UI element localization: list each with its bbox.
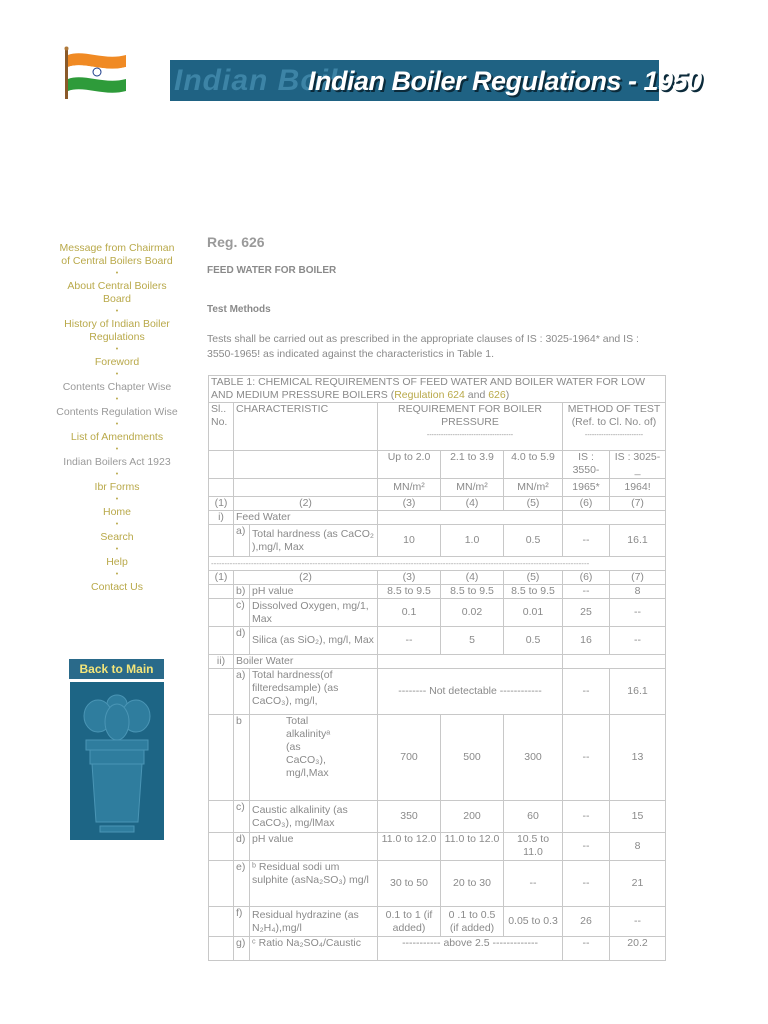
sidebar-item-home[interactable]: Home (102, 506, 131, 518)
method-year-1: 1965* (563, 479, 610, 497)
sidebar-item-search[interactable]: Search (100, 531, 134, 543)
sidebar-separator: • (115, 546, 119, 553)
column-number-row: (1) (2) (3) (4) (5) (6) (7) (209, 571, 666, 585)
table-row: d) Silica (as SiO₂), mg/l, Max -- 5 0.5 16 -- (209, 627, 666, 655)
sidebar-separator: • (115, 270, 119, 277)
sidebar-item-contact[interactable]: Contact Us (91, 581, 143, 593)
header-method: METHOD OF TEST (Ref. to Cl. No. of) ------------------------- (563, 403, 666, 451)
regulation-626-link[interactable]: 626 (488, 389, 506, 401)
sidebar-item-about[interactable]: About Central Boilers Board (67, 280, 167, 305)
header-sl-no: Sl.. No. (209, 403, 234, 451)
sidebar-item-history[interactable]: History of Indian Boiler Regulations (64, 318, 170, 343)
table-row: a) Total hardness (as CaCO₂ ),mg/l, Max 10 1.0 0.5 -- 16.1 (209, 525, 666, 557)
unit-cell: MN/m² (378, 479, 441, 497)
table-row: b Total alkalinityᵃ (as CaCO₃), mg/l,Max 700 500 300 -- 13 (209, 715, 666, 801)
national-emblem-icon (70, 682, 164, 840)
sidebar-separator: • (115, 446, 119, 453)
indian-flag-icon (64, 47, 128, 99)
table-separator: ---------------------------------------------------------------------------------------------------------------------------------------------- (209, 557, 666, 571)
table-row: a) Total hardness(of filteredsample) (as CaCO₃), mg/l, -------- Not detectable ------------ -- 16.1 (209, 669, 666, 715)
header-banner (170, 60, 702, 101)
sidebar-item-ibr-forms[interactable]: Ibr Forms (94, 481, 140, 493)
table-row: d) pH value 11.0 to 12.0 11.0 to 12.0 10.5 to 11.0 -- 8 (209, 833, 666, 861)
banner-ghost-text: Indian Boil (174, 64, 339, 97)
sidebar-separator: • (115, 346, 119, 353)
column-number-row: (1) (2) (3) (4) (5) (6) (7) (209, 497, 666, 511)
unit-cell: MN/m² (504, 479, 563, 497)
page-title: Reg. 626 (207, 234, 265, 250)
sidebar-nav (56, 242, 178, 594)
chemical-requirements-table (208, 375, 666, 961)
sidebar-separator: • (115, 471, 119, 478)
pressure-col-1: Up to 2.0 (378, 451, 441, 479)
sidebar-item-amendments[interactable]: List of Amendments (70, 431, 164, 443)
table-row: ii) Boiler Water (209, 655, 666, 669)
banner-title: Indian Boiler Regulations - 1950 (308, 66, 702, 96)
sidebar-separator: • (115, 521, 119, 528)
header-requirement: REQUIREMENT FOR BOILER PRESSURE ------------------------------------- (378, 403, 563, 451)
table-row: b) pH value 8.5 to 9.5 8.5 to 9.5 8.5 to 9.5 -- 8 (209, 585, 666, 599)
table-caption: TABLE 1: CHEMICAL REQUIREMENTS OF FEED WATER AND BOILER WATER FOR LOW AND MEDIUM PRESSURE BOILERS (Regulation 624 and 626) (209, 376, 666, 403)
subheading: Test Methods (207, 304, 271, 315)
section-heading: FEED WATER FOR BOILER (207, 265, 337, 276)
sidebar-separator: • (115, 308, 119, 315)
sidebar-separator: • (115, 396, 119, 403)
pressure-col-3: 4.0 to 5.9 (504, 451, 563, 479)
header-characteristic: CHARACTERISTIC (234, 403, 378, 451)
sidebar-item-message[interactable]: Message from Chairman of Central Boilers Board (59, 242, 175, 267)
sidebar-item-foreword[interactable]: Foreword (94, 356, 140, 368)
pressure-col-2: 2.1 to 3.9 (441, 451, 504, 479)
table-row: c) Caustic alkalinity (as CaCO₃), mg/lMax 350 200 60 -- 15 (209, 801, 666, 833)
sidebar-separator: • (115, 496, 119, 503)
table-row: c) Dissolved Oxygen, mg/1, Max 0.1 0.02 0.01 25 -- (209, 599, 666, 627)
table-row: i) Feed Water (209, 511, 666, 525)
sidebar-item-contents-regulation[interactable]: Contents Regulation Wise (56, 406, 178, 418)
back-to-main-button[interactable]: Back to Main (69, 659, 164, 679)
table-row: f) Residual hydrazine (as N₂H₄),mg/l 0.1 to 1 (if added) 0 .1 to 0.5 (if added) 0.05 to 0.3 26 -- (209, 907, 666, 937)
sidebar-item-help[interactable]: Help (106, 556, 128, 568)
regulation-624-link[interactable]: Regulation 624 (394, 389, 465, 401)
unit-cell: MN/m² (441, 479, 504, 497)
sidebar-separator: • (115, 421, 119, 428)
intro-paragraph: Tests shall be carried out as prescribed in the appropriate clauses of IS : 3025-1964* and IS : 3550-1965! as indicated against the characteristics in Table 1. (207, 333, 639, 360)
sidebar-separator: • (115, 371, 119, 378)
method-year-2: 1964! (610, 479, 666, 497)
sidebar-separator: • (115, 571, 119, 578)
method-col-1: IS : 3550- (563, 451, 610, 479)
table-row: g) ᶜ Ratio Na₂SO₄/Caustic ----------- above 2.5 ------------- -- 20.2 (209, 937, 666, 961)
sidebar-item-boilers-act[interactable]: Indian Boilers Act 1923 (63, 456, 171, 468)
sidebar-item-contents-chapter[interactable]: Contents Chapter Wise (62, 381, 172, 393)
table-row: e) ᵇ Residual sodi um sulphite (asNa₂SO₃) mg/l 30 to 50 20 to 30 -- -- 21 (209, 861, 666, 907)
method-col-2: IS : 3025-_ (610, 451, 666, 479)
